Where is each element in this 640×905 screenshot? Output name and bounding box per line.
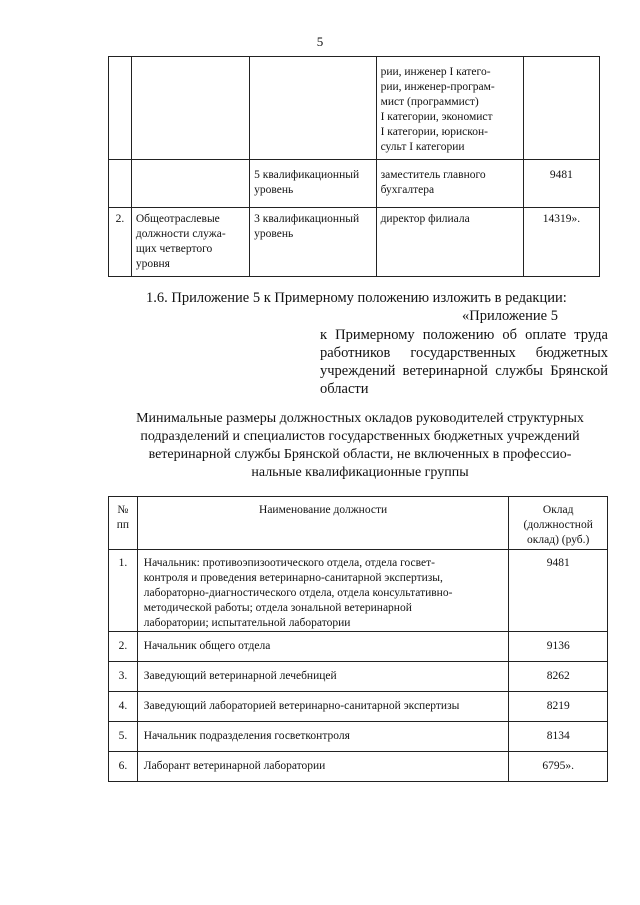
salary-value: 6795». <box>509 752 608 782</box>
position-line: Начальник: противоэпизоотического отдела, отдела госвет- <box>143 557 435 569</box>
level-line: уровень <box>254 184 294 196</box>
table-cell-num <box>109 57 132 160</box>
table-row <box>109 662 608 692</box>
group-line: уровня <box>135 258 170 270</box>
position-line: лаборатории; испытательной лаборатории <box>143 617 351 629</box>
header-salary-line: (должностной <box>523 519 593 531</box>
position-line: методической работы; отдела зональной ветеринарной <box>143 602 412 614</box>
position-name: Начальник подразделения госветконтроля <box>137 722 509 752</box>
level-line: 5 квалификационный <box>254 169 360 181</box>
paragraph-1-6: 1.6. Приложение 5 к Примерному положению изложить в редакции: <box>146 290 567 306</box>
position-line: I категории, юрискон- <box>380 126 488 138</box>
position-line: сульт I категории <box>380 141 465 153</box>
header-salary-line: оклад) (руб.) <box>527 534 590 546</box>
table-cell-salary <box>523 57 599 160</box>
heading-line: ветеринарной службы Брянской области, не включенных в профессио- <box>148 447 572 462</box>
table-cell-position <box>376 208 523 277</box>
table-cell-group <box>131 57 249 160</box>
salary-value: 9481 <box>509 550 608 632</box>
row-number: 4. <box>109 692 138 722</box>
table-cell-group <box>131 208 249 277</box>
salary-value: 9481 <box>549 169 573 181</box>
table-cell-level <box>250 57 376 160</box>
table-row <box>109 692 608 722</box>
minimum-salary-table <box>108 496 608 782</box>
table-cell-group <box>131 160 249 208</box>
position-line: бухгалтера <box>380 184 435 196</box>
position-line: заместитель главного <box>380 169 486 181</box>
table-row <box>109 57 600 160</box>
group-line: Общеотраслевые <box>135 213 220 225</box>
position-name: Заведующий ветеринарной лечебницей <box>137 662 509 692</box>
level-line: уровень <box>254 228 294 240</box>
table-cell-salary <box>523 208 599 277</box>
salary-value: 9136 <box>509 632 608 662</box>
table-cell-salary <box>523 160 599 208</box>
position-name <box>137 550 509 632</box>
header-name <box>137 497 509 550</box>
position-line: рии, инженер-програм- <box>380 81 495 93</box>
row-number: 3. <box>109 662 138 692</box>
header-num <box>109 497 138 550</box>
appendix-reference: к Примерному положению об оплате труда работников государственных бюджетных учреждений ветеринарной службы Брянской области <box>320 327 608 397</box>
header-salary-line: Оклад <box>542 504 574 516</box>
group-line: щих четвертого <box>135 243 213 255</box>
table-cell-level <box>250 160 376 208</box>
table-cell-num <box>109 160 132 208</box>
position-line: I категории, экономист <box>380 111 493 123</box>
appendix-title: «Приложение 5 <box>462 308 558 324</box>
table-row <box>109 160 600 208</box>
position-line: рии, инженер I катего- <box>380 66 491 78</box>
table-cell-position <box>376 160 523 208</box>
table-row <box>109 208 600 277</box>
group-line: должности служа- <box>135 228 226 240</box>
section-heading <box>112 410 608 482</box>
salary-table-continued <box>108 56 600 277</box>
header-num-line: пп <box>116 519 130 531</box>
heading-line: Минимальные размеры должностных окладов руководителей структурных <box>136 411 584 426</box>
salary-value: 8134 <box>509 722 608 752</box>
salary-value: 14319». <box>542 213 581 225</box>
page-number: 5 <box>316 34 324 49</box>
position-name: Лаборант ветеринарной лаборатории <box>137 752 509 782</box>
row-number: 5. <box>109 722 138 752</box>
table-header-row <box>109 497 608 550</box>
table-row <box>109 550 608 632</box>
position-line: лабораторно-диагностического отдела, отдела консультативно- <box>143 587 453 599</box>
table-cell-level <box>250 208 376 277</box>
salary-value: 8262 <box>509 662 608 692</box>
position-name: Заведующий лабораторией ветеринарно-санитарной экспертизы <box>137 692 509 722</box>
row-number: 1. <box>109 550 138 632</box>
position-line: контроля и проведения ветеринарно-санитарной экспертизы, <box>143 572 443 584</box>
table-row <box>109 722 608 752</box>
row-number: 6. <box>109 752 138 782</box>
position-name: Начальник общего отдела <box>137 632 509 662</box>
table-row <box>109 752 608 782</box>
row-number: 2. <box>115 213 125 225</box>
header-name-text: Наименование должности <box>259 504 388 516</box>
header-num-line: № <box>117 504 129 516</box>
row-number: 2. <box>109 632 138 662</box>
table-cell-num <box>109 208 132 277</box>
heading-line: нальные квалификационные группы <box>251 465 469 480</box>
level-line: 3 квалификационный <box>254 213 360 225</box>
position-line: директор филиала <box>380 213 470 225</box>
table-cell-position <box>376 57 523 160</box>
table-row <box>109 632 608 662</box>
header-salary <box>509 497 608 550</box>
position-line: мист (программист) <box>380 96 479 108</box>
salary-value: 8219 <box>509 692 608 722</box>
heading-line: подразделений и специалистов государственных бюджетных учреждений <box>140 429 580 444</box>
